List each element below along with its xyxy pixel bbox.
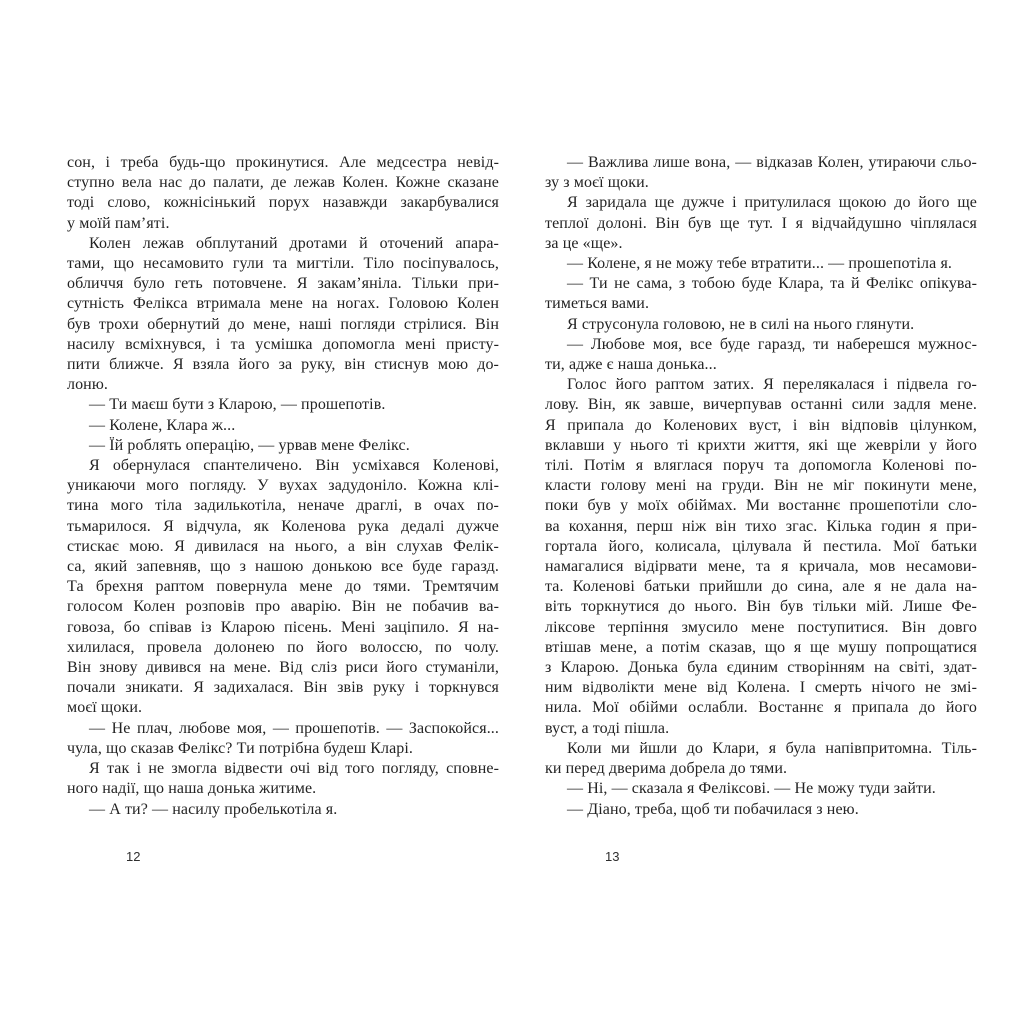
page-right-text-column (545, 153, 977, 820)
paragraph (67, 416, 499, 436)
text-line: за це «ще». (545, 234, 623, 252)
text-line: з Кларою. Донька була єдиним створінням на світі, здат- (545, 659, 977, 677)
text-line: у моїй пам’яті. (67, 214, 170, 232)
text-line: намагалися відірвати мене, та я кричала, мов несамови- (545, 558, 977, 576)
text-line: — Важлива лише вона, — відказав Колен, утираючи сльо- (567, 154, 977, 171)
text-line: — Любове моя, все буде гаразд, ти наберешся мужнос- (567, 335, 977, 353)
text-line: теплої долоні. Він був ще тут. І я відчайдушно чіплялася (545, 214, 977, 232)
paragraph (67, 395, 499, 415)
paragraph (545, 779, 977, 799)
paragraph (67, 436, 499, 456)
text-line: сон, і треба будь-що прокинутися. Але медсестра невід- (67, 154, 499, 171)
text-line: Він знову дивився на мене. Від сліз риси його стуманіли, (67, 659, 499, 677)
text-line: почали зникати. Я задихалася. Він звів руку і торкнувся (67, 679, 499, 697)
text-line: голосом Колен розповів про аварію. Він не побачив ва- (67, 598, 499, 616)
paragraph (545, 274, 977, 314)
text-line: хилилася, провела долонею по його волоссю, по чолу. (67, 638, 499, 656)
text-line: Я заридала ще дужче і притулилася щокою до його ще (567, 194, 977, 212)
text-line: са, який запевняв, що з нашою донькою все буде гаразд. (67, 558, 499, 576)
paragraph (545, 254, 977, 274)
text-line: — Ні, — сказала я Феліксові. — Не можу туди зайти. (567, 780, 936, 798)
text-line: гортала його, колисала, цілувала й пестила. Мої батьки (545, 537, 977, 555)
text-line: — Діано, треба, щоб ти побачилася з нею. (567, 800, 859, 818)
paragraph (545, 193, 977, 254)
text-line: обличчя було геть потовчене. Я закам’яніла. Тільки при- (67, 275, 499, 293)
paragraph (545, 315, 977, 335)
text-line: зу з моєї щоки. (545, 174, 649, 192)
paragraph (67, 759, 499, 799)
text-line: насилу всміхнувся, і та усмішка допомогла мені присту- (67, 335, 499, 353)
text-line: уникаючи мого погляду. У вухах задудоніло. Кожна клі- (67, 477, 499, 495)
text-line: тьмарилося. Я відчула, як Коленова рука дедалі дужче (67, 517, 499, 535)
text-line: — Їй роблять операцію, — урвав мене Фелікс. (89, 436, 410, 454)
text-line: — Не плач, любове моя, — прошепотів. — Заспокойся... (89, 719, 499, 737)
text-line: класти голову мені на груди. Він не міг покинути мене, (545, 477, 977, 495)
page-number-right: 13 (605, 849, 620, 864)
text-line: — Ти не сама, з тобою буде Клара, та й Фелікс опікува- (567, 275, 977, 293)
text-line: стискає мою. Я дивилася на нього, а він слухав Фелік- (67, 537, 499, 555)
text-line: поки був у моїх обіймах. Ми востаннє прошепотіли сло- (545, 497, 977, 515)
text-line: Голос його раптом затих. Я перелякалася і підвела го- (567, 376, 977, 394)
text-line: нила. Мої обійми ослабли. Востаннє я припала до його (545, 699, 977, 717)
text-line: — А ти? — насилу пробелькотіла я. (89, 800, 338, 818)
text-line: та. Коленові батьки прийшли до сина, але я не дала на- (545, 578, 977, 596)
paragraph (67, 234, 499, 396)
text-line: тілі. Потім я вляглася поруч та допомогла Коленові по- (545, 457, 977, 475)
text-line: лоню. (67, 376, 108, 394)
paragraph (545, 739, 977, 779)
paragraph (67, 153, 499, 234)
text-line: був трохи обернутий до мене, наші погляди стрілися. Він (67, 315, 499, 333)
text-line: Я припала до Коленових вуст, і він відповів цілунком, (545, 416, 977, 434)
text-line: лову. Він, як завше, вичерпував останні сили задля мене. (545, 396, 977, 414)
text-line: ступно вела нас до палати, де лежав Колен. Кожне сказане (67, 174, 499, 192)
page-left-text-column (67, 153, 499, 820)
text-line: моєї щоки. (67, 699, 143, 717)
text-line: ки перед дверима добрела до тями. (545, 760, 788, 778)
text-line: Та брехня раптом повернула мене до тями. Тремтячим (67, 578, 499, 596)
paragraph (545, 153, 977, 193)
paragraph (545, 335, 977, 375)
page-number-left: 12 (126, 849, 141, 864)
text-line: — Колене, я не можу тебе втратити... — прошепотіла я. (567, 255, 953, 273)
text-line: віть торкнутися до нього. Він був тільки мій. Лише Фе- (545, 598, 977, 616)
text-line: Я так і не змогла відвести очі від того погляду, сповне- (89, 760, 499, 778)
text-line: ва кохання, перш ніж він тихо згас. Кілька годин я при- (545, 517, 977, 535)
text-line: Я струсонула головою, не в силі на нього глянути. (567, 315, 915, 333)
paragraph (67, 719, 499, 759)
paragraph (67, 456, 499, 719)
text-line: Коли ми йшли до Клари, я була напівпритомна. Тіль- (567, 739, 977, 757)
text-line: сутність Фелікса втримала мене на ногах. Головою Колен (67, 295, 499, 313)
text-line: говоза, бо співав із Кларою пісень. Мені заціпило. Я на- (67, 618, 499, 636)
text-line: ти, адже є наша донька... (545, 356, 717, 374)
text-line: Колен лежав обплутаний дротами й оточений апара- (89, 234, 499, 252)
paragraph (67, 800, 499, 820)
paragraph (545, 375, 977, 739)
text-line: — Ти маєш бути з Кларою, — прошепотів. (89, 396, 386, 414)
paragraph (545, 800, 977, 820)
text-line: тами, що несамовито гули та мигтіли. Тіло посіпувалось, (67, 255, 499, 273)
text-line: пити ближче. Я взяла його за руку, він стиснув мою до- (67, 356, 499, 374)
text-line: — Колене, Клара ж... (89, 416, 236, 434)
text-line: втішав мене, а потім сказав, що я ще мушу попрощатися (545, 638, 977, 656)
text-line: Я обернулася спантеличено. Він усміхався Коленові, (89, 457, 499, 475)
text-line: ного надії, що наша донька житиме. (67, 780, 317, 798)
text-line: вуст, а тоді пішла. (545, 719, 670, 737)
text-line: тоді слово, кожнісінький порух назавжди закарбувалися (67, 194, 499, 212)
text-line: тина мого тіла задилькотіла, неначе драглі, в очах по- (67, 497, 499, 515)
text-line: вклавши у нього ті крихти життя, які ще жевріли у його (545, 436, 977, 454)
text-line: ним відволікти мене від Колена. І смерть нічого не змі- (545, 679, 977, 697)
text-line: ліксове терпіння змусило мене поступитися. Він довго (545, 618, 977, 636)
text-line: тиметься вами. (545, 295, 650, 313)
text-line: чула, що сказав Фелікс? Ти потрібна будеш Кларі. (67, 739, 414, 757)
